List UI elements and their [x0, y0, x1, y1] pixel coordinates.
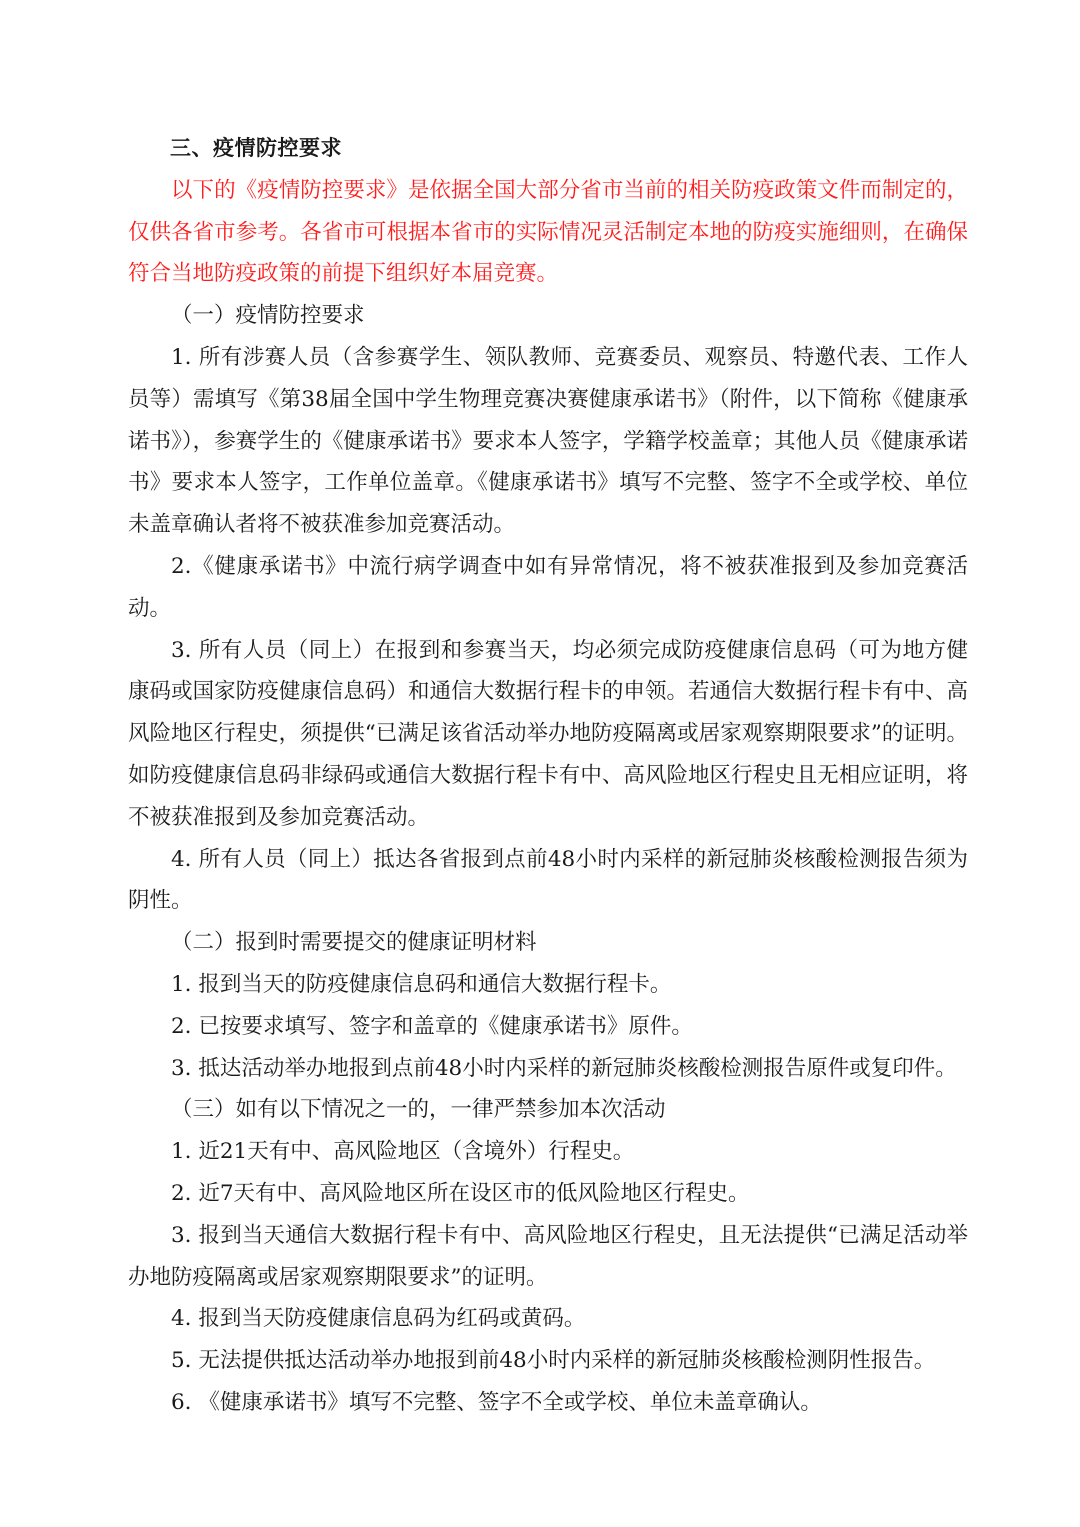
- list-item: 3. 所有人员（同上）在报到和参赛当天，均必须完成防疫健康信息码（可为地方健康码或国家防疫健康信息码）和通信大数据行程卡的申领。若通信大数据行程卡有中、高风险地区行程史，须提供“已满足该省活动举办地防疫隔离或居家观察期限要求”的证明。如防疫健康信息码非绿码或通信大数据行程卡有中、高风险地区行程史且无相应证明，将不被获准报到及参加竞赛活动。: [128, 637, 968, 830]
- list-item: 1. 所有涉赛人员（含参赛学生、领队教师、竞赛委员、观察员、特邀代表、工作人员等）需填写《第38届全国中学生物理竞赛决赛健康承诺书》（附件，以下简称《健康承诺书》），参赛学生的《健康承诺书》要求本人签字，学籍学校盖章；其他人员《健康承诺书》要求本人签字，工作单位盖章。《健康承诺书》填写不完整、签字不全或学校、单位未盖章确认者将不被获准参加竞赛活动。: [128, 344, 968, 538]
- notice-paragraph: 以下的《疫情防控要求》是依据全国大部分省市当前的相关防疫政策文件而制定的，仅供各省市参考。各省市可根据本省市的实际情况灵活制定本地的防疫实施细则，在确保符合当地防疫政策的前提下组织好本届竞赛。: [128, 177, 968, 287]
- list-item: 4. 所有人员（同上）抵达各省报到点前48小时内采样的新冠肺炎核酸检测报告须为阴性。: [128, 846, 968, 914]
- list-item: 3. 抵达活动举办地报到点前48小时内采样的新冠肺炎核酸检测报告原件或复印件。: [171, 1055, 957, 1081]
- subsection-heading-2: （二）报到时需要提交的健康证明材料: [171, 930, 537, 956]
- subsection-heading-3: （三）如有以下情况之一的，一律严禁参加本次活动: [171, 1097, 666, 1123]
- list-item: 1. 报到当天的防疫健康信息码和通信大数据行程卡。: [171, 971, 672, 997]
- list-item: 4. 报到当天防疫健康信息码为红码或黄码。: [171, 1306, 586, 1332]
- list-item: 2. 已按要求填写、签字和盖章的《健康承诺书》原件。: [171, 1013, 693, 1039]
- list-item: 1. 近21天有中、高风险地区（含境外）行程史。: [171, 1139, 635, 1165]
- list-item: 6. 《健康承诺书》填写不完整、签字不全或学校、单位未盖章确认。: [171, 1389, 822, 1415]
- list-item: 5. 无法提供抵达活动举办地报到前48小时内采样的新冠肺炎核酸检测阴性报告。: [171, 1348, 936, 1374]
- subsection-heading-1: （一）疫情防控要求: [171, 303, 365, 329]
- list-item: 2. 近7天有中、高风险地区所在设区市的低风险地区行程史。: [171, 1180, 750, 1206]
- document-body: [128, 128, 968, 1424]
- section-title: 三、疫情防控要求: [170, 136, 342, 160]
- list-item: 2.《健康承诺书》中流行病学调查中如有异常情况，将不被获准报到及参加竞赛活动。: [128, 553, 968, 621]
- list-item: 3. 报到当天通信大数据行程卡有中、高风险地区行程史，且无法提供“已满足活动举办地防疫隔离或居家观察期限要求”的证明。: [128, 1222, 968, 1290]
